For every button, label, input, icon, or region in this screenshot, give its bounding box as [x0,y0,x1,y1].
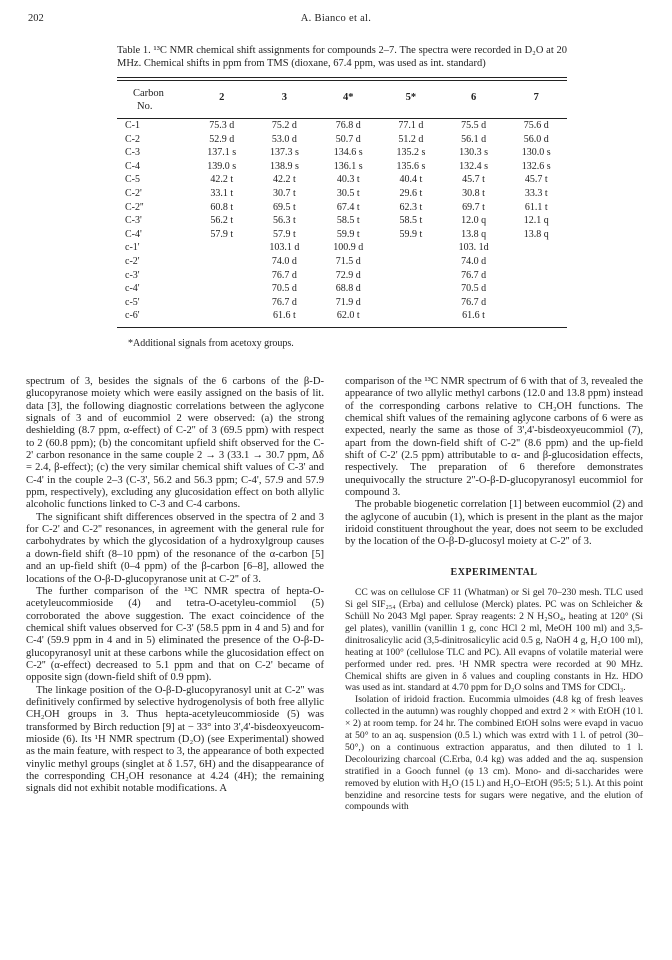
experimental-paragraph: CC was on cellulose CF 11 (Whatman) or Si gel 70–230 mesh. TLC used Si gel SIF₂₅₄ (Erba) and cellulose (Merck) plates. PC was on Schleicher & Schüll No 2043 Mgl paper. Spray reagents: 2 N H₂SO₄, heating at 120° (Si gel plates), vanillin (vanillin 1 g, conc HCl 2 ml, MeOH 100 ml) and 3,5-dinitrosalicylic acid (3,5-dinitrosalicylic acid 0.5 g, NaOH 4 g, H₂O 100 ml), heating at 100° (cellulose TLC and PC). All evapns of volatile material were performed under red. pres. ¹H NMR spectra were recorded at 90 MHz. Chemical shifts are given in δ values and coupling constants in Hz. HDO was used as int. standard at 4.70 ppm for D₂O solns and TMS for CDCl₃. [345,587,643,694]
shift-cell [380,296,442,310]
shift-cell: 100.9 d [333,242,364,254]
shift-cell: 33.1 t [210,187,234,199]
shift-cell: 42.2 t [273,174,296,186]
shift-cell: 77.1 d [398,120,424,131]
table-row [117,255,567,269]
shift-cell: 75.3 d [209,120,235,131]
shift-cell: 52.9 d [209,133,235,145]
shift-cell: 76.7 d [461,296,487,308]
shift-cell [380,282,442,296]
shift-cell: 74.0 d [271,255,297,267]
shift-cell [505,296,567,310]
shift-cell: 59.9 t [399,228,423,240]
shift-cell [191,269,253,283]
table-caption: Table 1. ¹³C NMR chemical shift assignments for compounds 2–7. The spectra were recorded in D₂O at 20 MHz. Chemical shifts in ppm from TMS (dioxane, 67.4 ppm, was used as int. standard) [117,45,567,69]
shift-cell: 62.0 t [336,310,360,322]
shift-cell: 62.3 t [399,201,423,213]
shift-cell: 76.7 d [461,269,487,281]
shift-cell: 50.7 d [335,133,361,145]
table-row [117,187,567,201]
shift-cell: 30.7 t [273,187,296,199]
table-row [117,269,567,283]
table-row [117,241,567,255]
shift-cell: 45.7 t [524,174,548,186]
shift-cell: 70.5 d [271,283,297,295]
shift-cell: 67.4 t [336,201,360,213]
row-label: C-1 [125,120,140,131]
table-row [117,309,567,323]
carbon-header-top: Carbon [133,88,164,99]
shift-cell: 58.5 t [336,215,360,227]
shift-cell: 135.2 s [396,147,426,159]
shift-cell: 139.0 s [207,160,237,172]
row-label: c-6' [125,310,140,322]
column-header: 6 [470,91,477,103]
shift-cell: 61.6 t [273,310,296,322]
shift-cell: 42.2 t [210,174,234,186]
table-row [117,119,567,133]
shift-cell: 72.9 d [335,269,361,281]
shift-cell: 135.6 s [396,160,426,172]
shift-cell: 13.8 q [523,228,549,240]
shift-cell: 61.6 t [462,310,485,322]
shift-cell: 40.4 t [399,174,423,186]
column-header: 7 [533,91,539,103]
shift-cell: 137.1 s [207,147,237,159]
shift-cell: 70.5 d [461,283,487,295]
table-bottom-rule [117,327,567,328]
shift-cell [191,255,253,269]
column-header: 2 [219,91,225,103]
nmr-table [117,77,567,328]
body-paragraph: The further comparison of the ¹³C NMR spectra of hepta-O-acetyleucommioside (4) and tetra-O-acetyleu-commiol (5) corroborated the above suggestion. The exact coincidence of the chemical shift values observed for C-3' (58.5 ppm in 4 and 5) and for C-4' (59.9 ppm in 4 and in 5) eliminated the presence of the O-β-D-glucopyranosyl unit at these carbons while the glucosidation effect on C-2'' (α-effect) decreased to 5.1 ppm and that on C-2' became of opposite sign (down-field shift of 0.9 ppm). [26,585,324,684]
row-label: C-5 [125,174,140,186]
page-number: 202 [28,13,44,24]
row-label: c-3' [125,269,140,281]
carbon-header [117,81,191,113]
right-column [345,376,643,813]
shift-cell: 75.5 d [461,120,487,131]
shift-cell: 59.9 t [336,228,360,240]
column-header: 3 [281,91,288,103]
row-label: c-5' [125,296,140,308]
table-row [117,228,567,242]
shift-cell: 74.0 d [461,255,487,267]
shift-cell: 71.9 d [335,296,361,308]
shift-cell: 56.2 t [210,215,234,227]
column-header: 4* [342,91,354,103]
row-label: C-3' [125,215,142,227]
shift-cell: 58.5 t [399,215,423,227]
shift-cell: 30.5 t [336,187,360,199]
table-row [117,173,567,187]
shift-cell: 76.7 d [271,296,297,308]
shift-cell: 132.4 s [459,160,489,172]
shift-cell [191,296,253,310]
shift-cell: 13.8 q [461,228,487,240]
table-row [117,146,567,160]
table-row [117,160,567,174]
shift-cell: 75.6 d [523,120,549,131]
shift-cell: 69.5 t [273,201,296,213]
shift-cell: 57.9 t [210,228,234,240]
row-label: C-4 [125,160,140,172]
shift-cell: 45.7 t [462,174,485,186]
shift-cell [191,282,253,296]
section-heading: EXPERIMENTAL [450,566,538,578]
row-label: c-1' [125,242,140,254]
table-row [117,296,567,310]
shift-cell: 136.1 s [333,160,363,172]
table-row [117,282,567,296]
shift-cell: 103. 1d [458,242,489,254]
shift-cell: 40.3 t [336,174,360,186]
experimental-paragraph: Isolation of iridoid fraction. Eucommia ulmoides (4.8 kg of fresh leaves collected in the autumn) was roughly chopped and extrd 2 × with EtOH (10 l. × 2) at room temp. for 24 hr. The combined EtOH solns were evapd in vacuo at 50° to an aq. suspension (0.5 l.) which was extrd with 1 l. of petrol (30–50°,) on a continuous extraction apparatus, and then diluted to 1 l. Decolourizing charcoal (C.Erba, 0.4 kg) was added and the aq. suspension stratified in a Gooch funnel (φ 13 cm). Mono- and di-saccharides were removed by elution with H₂O (15 l.) and H₂O–EtOH (95:5; 5 l.). At this point benzidine and resorcine tests for sugars were negative, and the elution of compounds with [345,694,643,813]
shift-cell: 61.1 t [524,201,548,213]
shift-cell [380,309,442,323]
shift-cell: 134.6 s [333,147,363,159]
body-paragraph: spectrum of 3, besides the signals of the 6 carbons of the β-D-glucopyranose moiety which were easily assigned on the basis of lit. data [3], the following diagnostic correlations between the aglycone signals of 3 and of eucommiol 2 were observed: (a) the strong deshielding (8.7 ppm, α-effect) of C-2'' of 3 (69.5 ppm) with respect to 2 (60.8 ppm); (b) the concomitant upfield shift observed for the C-2' carbon resonance in the same couple 2 → 3 (33.1 → 30.7 ppm, Δδ = 2.4, β-effect); (c) the very similar chemical shift values of C-3' and C-4' in the couple 2–3 (C-3', 56.2 and 56.3 ppm; C-4', 57.9 and 57.9 ppm, respectively), excluding any glucosidation effect on both allylic alcoholic functions linked to C-3 and C-4 carbons. [26,376,324,511]
shift-cell: 29.6 t [399,187,423,199]
shift-cell: 75.2 d [271,120,297,131]
shift-cell: 76.7 d [271,269,297,281]
row-label: C-2 [125,133,140,145]
shift-cell: 60.8 t [210,201,234,213]
shift-cell: 137.3 s [269,147,299,159]
shift-cell: 56.0 d [523,133,549,145]
shift-cell: 51.2 d [398,133,424,145]
shift-cell: 12.0 q [461,215,487,227]
shift-cell: 130.3 s [459,147,489,159]
shift-cell: 68.8 d [335,283,361,295]
shift-cell [191,309,253,323]
shift-cell [505,269,567,283]
body-paragraph: The significant shift differences observed in the spectra of 2 and 3 for C-2' and C-2'' resonances, in agreement with the general rule for carbohydrates by which the glycosidation of a hydroxylgroup causes a down-field shift (8–10 ppm) of the resonance of the α-carbon [5] and an up-field shift (0–4 ppm) of the β-carbon [6–8], allowed the locations of the O-β-D-glucopyranose unit at C-2'' of 3. [26,511,324,585]
shift-cell: 30.8 t [462,187,485,199]
shift-cell: 53.0 d [271,133,297,145]
shift-cell: 130.0 s [521,147,551,159]
row-label: C-4' [125,228,142,240]
body-paragraph: The linkage position of the O-β-D-glucopyranosyl unit at C-2'' was definitively confirmed by selective hydrogenolysis of both free allylic CH₂OH groups in 3. Thus hepta-acetyleucommioside (5) was transformed by Birch reduction [9] at − 33° into 3',4'-bisdeoxyeucom-mioside (6). Its ¹H NMR spectrum (D₂O) (see Experimental) showed as the main feature, with respect to 3, the appearance of both expected vinylic methyl groups (singlet at δ 1.57, 6H) and the disappearance of the corresponding CH₂OH resonance at 4.24 (4H); the remaining signals did not exhibit notable modifications. A [26,684,324,795]
table-row [117,201,567,215]
shift-cell: 57.9 t [273,228,296,240]
shift-cell: 12.1 q [523,215,549,227]
carbon-header-bottom: No. [137,101,153,112]
table-row [117,133,567,147]
table-footnote: *Additional signals from acetoxy groups. [128,338,294,349]
column-header: 5* [405,91,417,103]
row-label: C-2' [125,187,142,199]
shift-cell [505,282,567,296]
row-label: c-4' [125,283,140,295]
body-paragraph: The probable biogenetic correlation [1] between eucommiol (2) and the aglycone of aucubin (1), which is present in the plant as the major iridoid constituent throughout the year, does not seem to be excluded by the location of the O-β-D-glucosyl moiety at C-2'' of 3. [345,499,643,548]
shift-cell [380,241,442,255]
body-paragraph: comparison of the ¹³C NMR spectrum of 6 with that of 3, revealed the appearance of two allylic methyl carbons (12.0 and 13.8 ppm) instead of the corresponding carbons relative to CH₂OH functions. The chemical shift values of the remaining aglycone carbons of 6 were as expected, nearly the same as those of 3',4'-bisdeoxyeucommiol (7), apart from the down-field shift of C-2'' (8.6 ppm) and the up-field shift of C-2' (2.5 ppm) attributable to α- and β-glucosidation effects, respectively. The preparation of 6 therefore demonstrates unequivocally the structure 2''-O-β-D-glucopyranosyl eucommiol for compound 3. [345,376,643,499]
running-head: A. Bianco et al. [300,13,372,24]
shift-cell: 56.3 t [273,215,296,227]
row-label: C-2'' [125,201,144,213]
shift-cell: 138.9 s [269,160,299,172]
shift-cell: 76.8 d [335,120,361,131]
shift-cell [505,309,567,323]
shift-cell: 132.6 s [521,160,551,172]
row-label: c-2' [125,255,140,267]
shift-cell: 69.7 t [462,201,485,213]
row-label: C-3 [125,147,140,159]
shift-cell [380,269,442,283]
table-row [117,214,567,228]
left-column [26,376,324,796]
shift-cell: 71.5 d [335,255,361,267]
shift-cell [380,255,442,269]
shift-cell [505,241,567,255]
shift-cell [191,241,253,255]
shift-cell: 56.1 d [461,133,487,145]
shift-cell: 103.1 d [269,242,300,254]
shift-cell [505,255,567,269]
shift-cell: 33.3 t [524,187,548,199]
